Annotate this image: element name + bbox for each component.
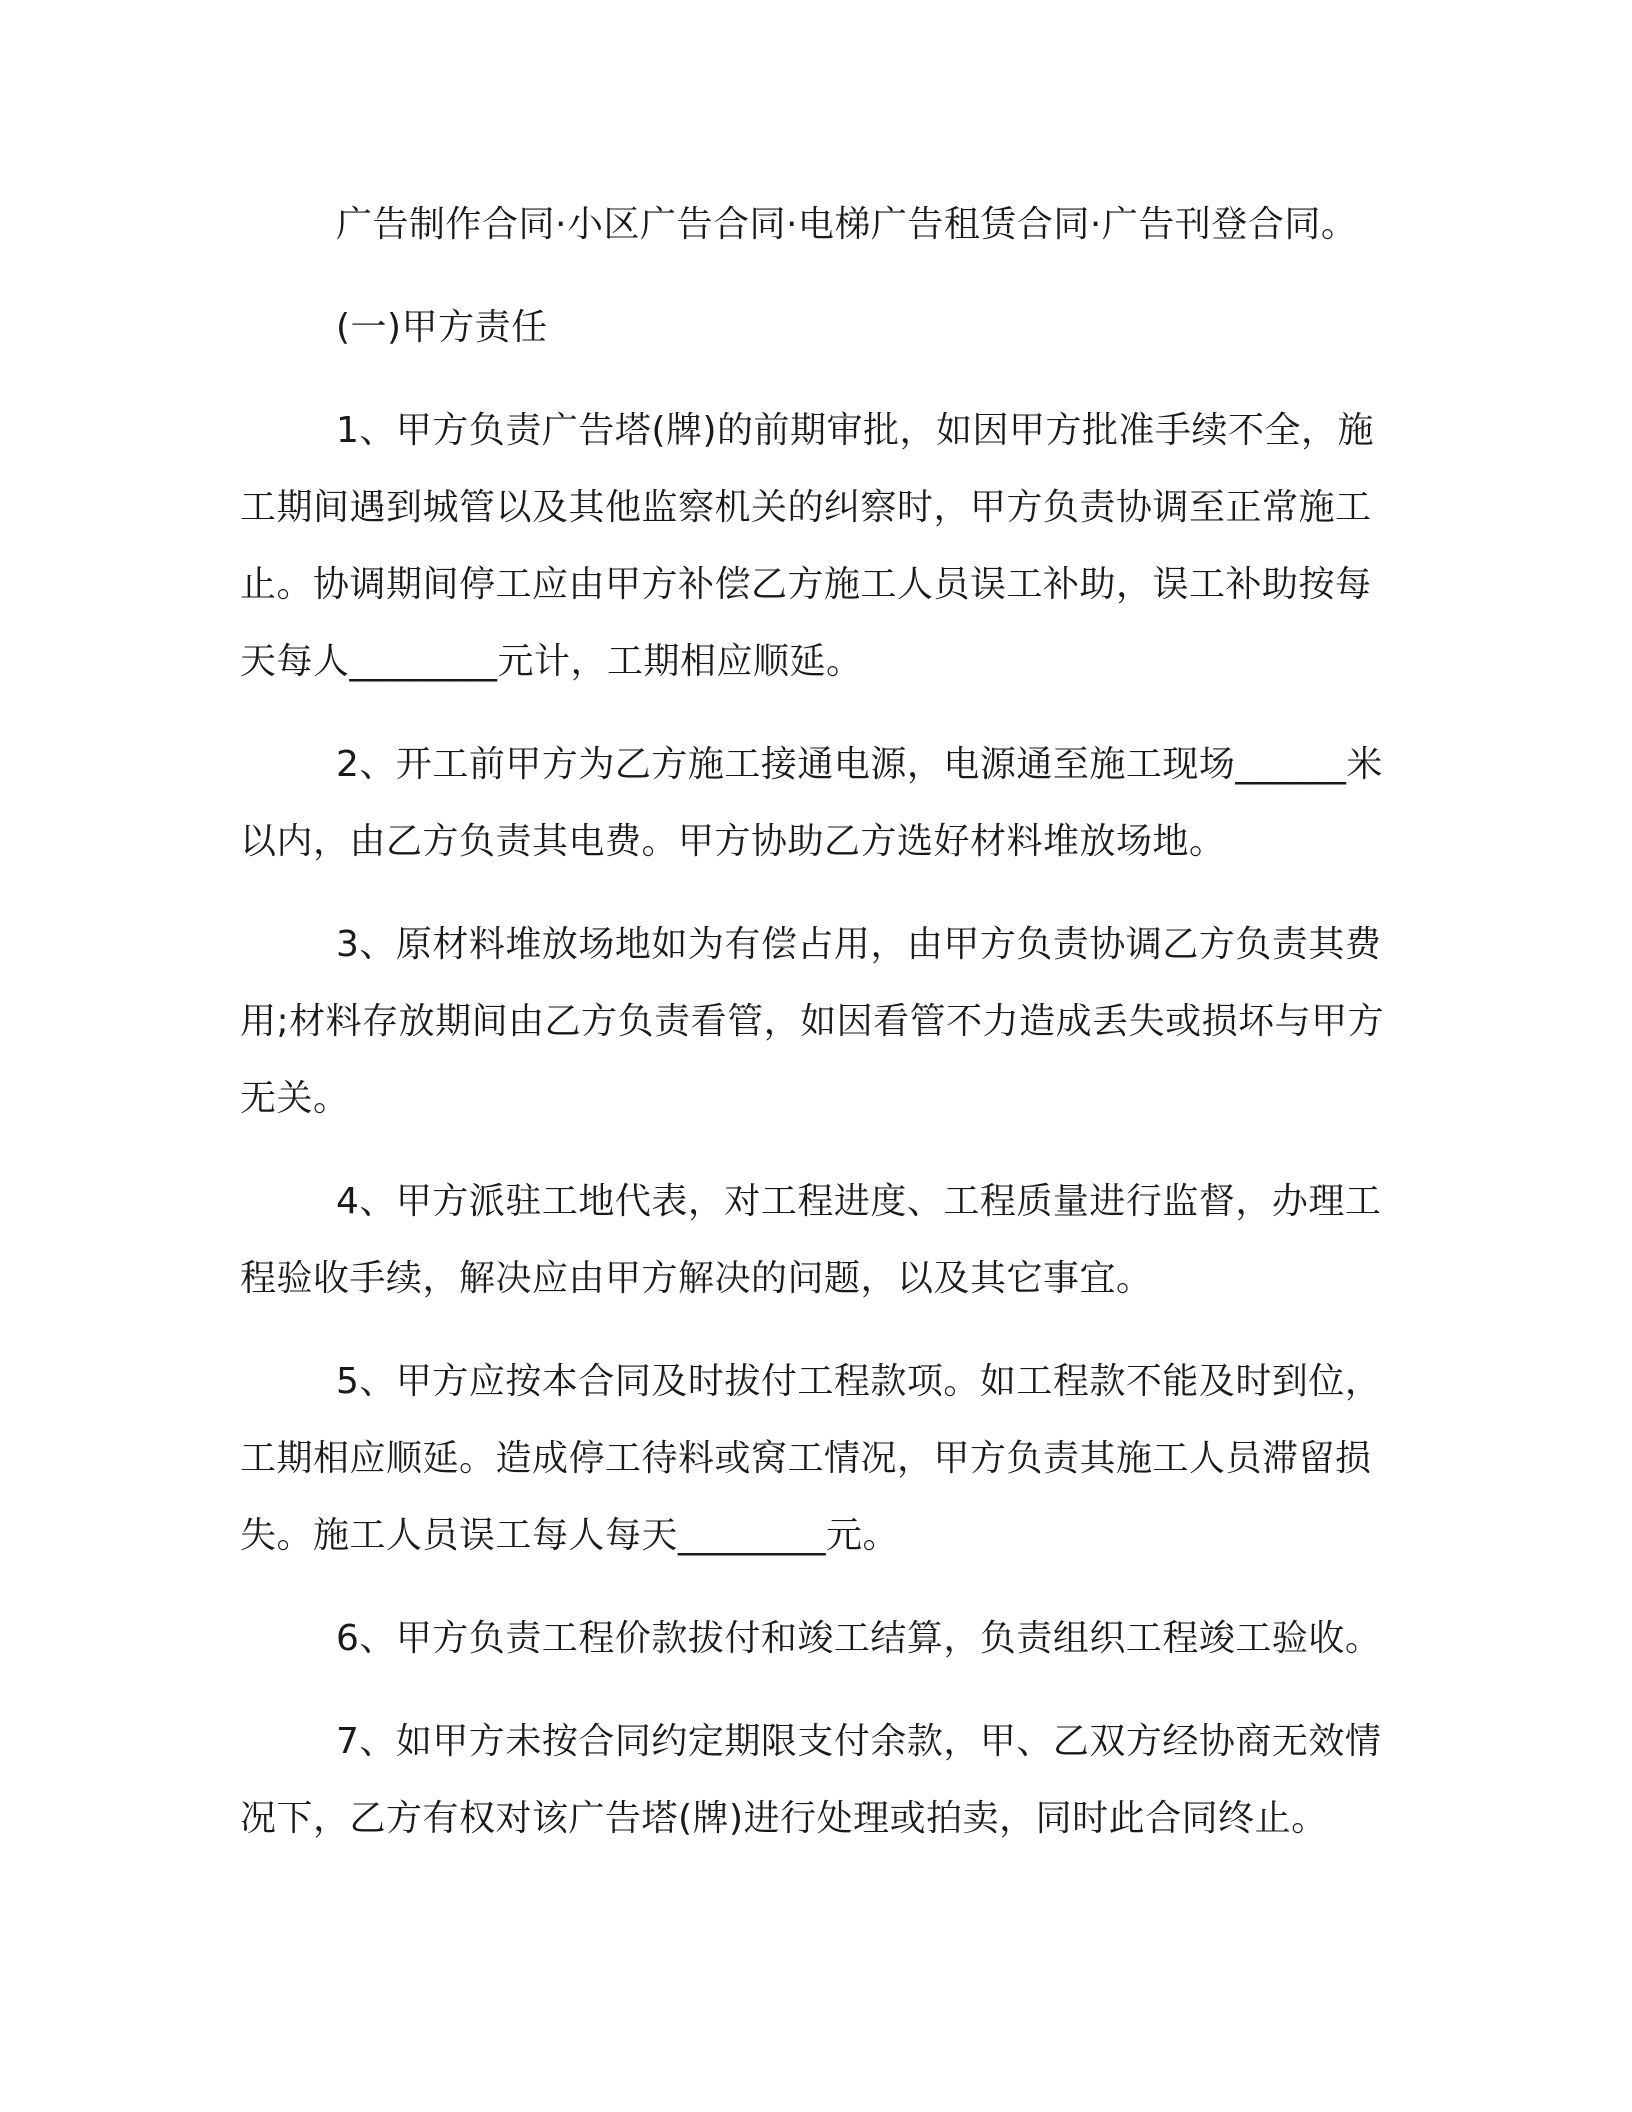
clause-5: 5、甲方应按本合同及时拔付工程款项。如工程款不能及时到位，工期相应顺延。造成停工待料或窝工情况，甲方负责其施工人员滞留损失。施工人员误工每人每天________元。 [240, 1361, 1382, 1556]
clause-6: 6、甲方负责工程价款拔付和竣工结算，负责组织工程竣工验收。 [336, 1618, 1382, 1659]
intro-paragraph: 广告制作合同·小区广告合同·电梯广告租赁合同·广告刊登合同。 [336, 204, 1358, 245]
clause-4: 4、甲方派驻工地代表，对工程进度、工程质量进行监督，办理工程验收手续，解决应由甲方解决的问题，以及其它事宜。 [240, 1181, 1382, 1299]
clause-2: 2、开工前甲方为乙方施工接通电源，电源通至施工现场______米以内，由乙方负责其电费。甲方协助乙方选好材料堆放场地。 [240, 744, 1383, 862]
document-body [240, 186, 1392, 1883]
clause-7: 7、如甲方未按合同约定期限支付余款，甲、乙双方经协商无效情况下，乙方有权对该广告塔(牌)进行处理或拍卖，同时此合同终止。 [240, 1721, 1382, 1839]
clause-1: 1、甲方负责广告塔(牌)的前期审批，如因甲方批准手续不全，施工期间遇到城管以及其他监察机关的纠察时，甲方负责协调至正常施工止。协调期间停工应由甲方补偿乙方施工人员误工补助，误工补助按每天每人________元计，工期相应顺延。 [240, 410, 1374, 682]
section-title: (一)甲方责任 [336, 307, 548, 348]
clause-3: 3、原材料堆放场地如为有偿占用，由甲方负责协调乙方负责其费用;材料存放期间由乙方负责看管，如因看管不力造成丢失或损坏与甲方无关。 [240, 924, 1385, 1119]
